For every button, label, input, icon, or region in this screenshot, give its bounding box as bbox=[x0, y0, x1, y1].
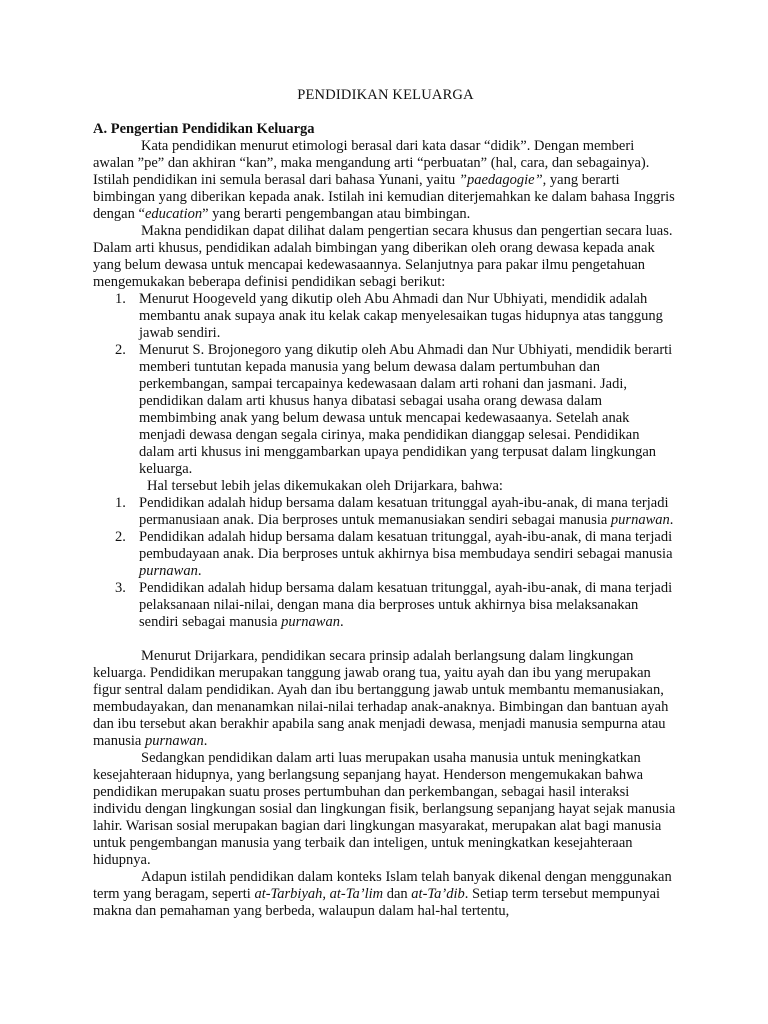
text-run: ” yang berarti pengembangan atau bimbingan. bbox=[202, 206, 471, 222]
italic-term: purnawan bbox=[139, 563, 198, 579]
paragraph-meaning: Makna pendidikan dapat dilihat dalam pengertian secara khusus dan pengertian secara luas. Dalam arti khusus, pendidikan adalah bimbingan yang diberikan oleh orang dewasa kepada anak yang belum dewasa untuk mencapai kedewasaannya. Selanjutnya para pakar ilmu pengetahuan mengemukakan beberapa definisi pendidikan sebagi berikut: bbox=[93, 223, 673, 290]
list-item-text: Menurut S. Brojonegoro yang dikutip oleh Abu Ahmadi dan Nur Ubhiyati, mendidik berarti memberi tuntutan kepada manusia yang belum dewasa dalam pertumbuhan dan perkembangan, sampai tercapainya kedewasaan dalam arti rohani dan jasmani. Jadi, pendidikan dalam arti khusus hanya dibatasi sebagai usaha orang dewasa dalam membimbing anak yang belum dewasa untuk mencapai kedewasaanya. Setelah anak menjadi dewasa dengan segala cirinya, maka pendidikan dianggap selesai. Pendidikan dalam arti khusus ini menggambarkan upaya pendidikan yang terpusat dalam lingkungan keluarga. bbox=[139, 342, 673, 477]
italic-term: at-Tarbiyah, at-Ta’lim bbox=[254, 886, 384, 902]
paragraph-drijarkara bbox=[93, 648, 678, 750]
list-item bbox=[115, 342, 678, 478]
paragraph-etymology bbox=[93, 138, 678, 223]
italic-term: ”paedagogie” bbox=[458, 172, 543, 188]
list-number: 2. bbox=[115, 342, 126, 358]
italic-term: at-Ta’dib bbox=[411, 886, 465, 902]
text-run: Menurut Drijarkara, pendidikan secara prinsip adalah berlangsung dalam lingkungan keluarga. Pendidikan merupakan tanggung jawab orang tua, yaitu ayah dan ibu yang merupakan figur sentral dalam pendidikan. Ayah dan ibu bertanggung jawab untuk membantu memanusiakan, membudayakan, dan menanamkan nilai-nilai terhadap anak-anaknya. Bimbingan dan bantuan ayah dan ibu tersebut akan berakhir apabila sang anak menjadi dewasa, menjadi manusia sempurna atau manusia bbox=[93, 648, 669, 749]
list-item bbox=[115, 529, 678, 580]
list-item-text: Pendidikan adalah hidup bersama dalam kesatuan tritunggal ayah-ibu-anak, di mana terjadi permanusiaan anak. Dia berproses untuk memanusiakan sendiri sebagai manusia bbox=[139, 495, 669, 528]
list-number: 2. bbox=[115, 529, 126, 545]
text-run: . bbox=[203, 733, 208, 749]
italic-term: education bbox=[144, 206, 203, 222]
text-run: . bbox=[197, 563, 202, 579]
text-run: . bbox=[669, 512, 674, 528]
list-item bbox=[115, 580, 678, 631]
italic-term: purnawan bbox=[281, 614, 340, 630]
drijarkara-list bbox=[93, 495, 678, 631]
text-run: Kata pendidikan menurut etimologi berasal dari kata dasar “didik”. Dengan memberi awalan ”pe” dan akhiran “kan”, maka mengandung arti “perbuatan” (hal, cara, dan sebagainya). Istilah pendidikan ini semula berasal dari bahasa Yunani, yaitu bbox=[93, 138, 650, 188]
paragraph-islamic-terms bbox=[93, 869, 678, 920]
list-item-text: Menurut Hoogeveld yang dikutip oleh Abu Ahmadi dan Nur Ubhiyati, mendidik adalah membantu anak supaya anak itu kelak cakap menyelesaikan tugas hidupnya atas tanggung jawab sendiri. bbox=[139, 291, 663, 341]
italic-term: purnawan bbox=[144, 733, 204, 749]
paragraph-broad-meaning: Sedangkan pendidikan dalam arti luas merupakan usaha manusia untuk meningkatkan kesejahteraan hidupnya, yang berlangsung sepanjang hayat. Henderson mengemukakan bahwa pendidikan merupakan suatu proses pertumbuhan dan perkembangan, sebagai hasil interaksi individu dengan lingkungan sosial dan lingkungan fisik, berlangsung sepanjang hayat sejak manusia lahir. Warisan sosial merupakan bagian dari lingkungan masyarakat, merupakan alat bagi manusia untuk pengembangan manusia yang terbaik dan inteligen, untuk meningkatkan kesejahteraan hidupnya. bbox=[93, 750, 676, 868]
text-run: Adapun istilah pendidikan dalam konteks Islam telah banyak dikenal dengan menggunakan term yang beragam, seperti bbox=[93, 869, 672, 902]
drijarkara-intro: Hal tersebut lebih jelas dikemukakan oleh Drijarkara, bahwa: bbox=[147, 478, 503, 494]
list-number: 3. bbox=[115, 580, 126, 596]
list-number: 1. bbox=[115, 495, 126, 511]
list-item-text: Pendidikan adalah hidup bersama dalam kesatuan tritunggal, ayah-ibu-anak, di mana terjadi pelaksanaan nilai-nilai, dengan mana dia berproses untuk akhirnya bisa melaksanakan sendiri sebagai manusia bbox=[139, 580, 673, 630]
list-item bbox=[115, 291, 678, 342]
text-run: . bbox=[339, 614, 344, 630]
text-run: , yang berarti bimbingan yang diberikan kepada anak. Istilah ini kemudian diterjemahkan ke dalam bahasa Inggris dengan “ bbox=[93, 172, 675, 222]
list-item bbox=[115, 495, 678, 529]
definition-list bbox=[93, 291, 678, 478]
text-run: dan bbox=[383, 886, 412, 902]
document-title: PENDIDIKAN KELUARGA bbox=[297, 87, 474, 103]
list-number: 1. bbox=[115, 291, 126, 307]
list-item-text: Pendidikan adalah hidup bersama dalam kesatuan tritunggal, ayah-ibu-anak, di mana terjadi pembudayaan anak. Dia berproses untuk akhirnya bisa membudaya sendiri sebagai manusia bbox=[139, 529, 673, 562]
text-run: . Setiap term tersebut mempunyai makna dan pemahaman yang berbeda, walaupun dalam hal-hal tertentu, bbox=[93, 886, 661, 919]
section-heading: A. Pengertian Pendidikan Keluarga bbox=[93, 121, 315, 137]
blank-line bbox=[93, 631, 678, 648]
italic-term: purnawan bbox=[610, 512, 670, 528]
